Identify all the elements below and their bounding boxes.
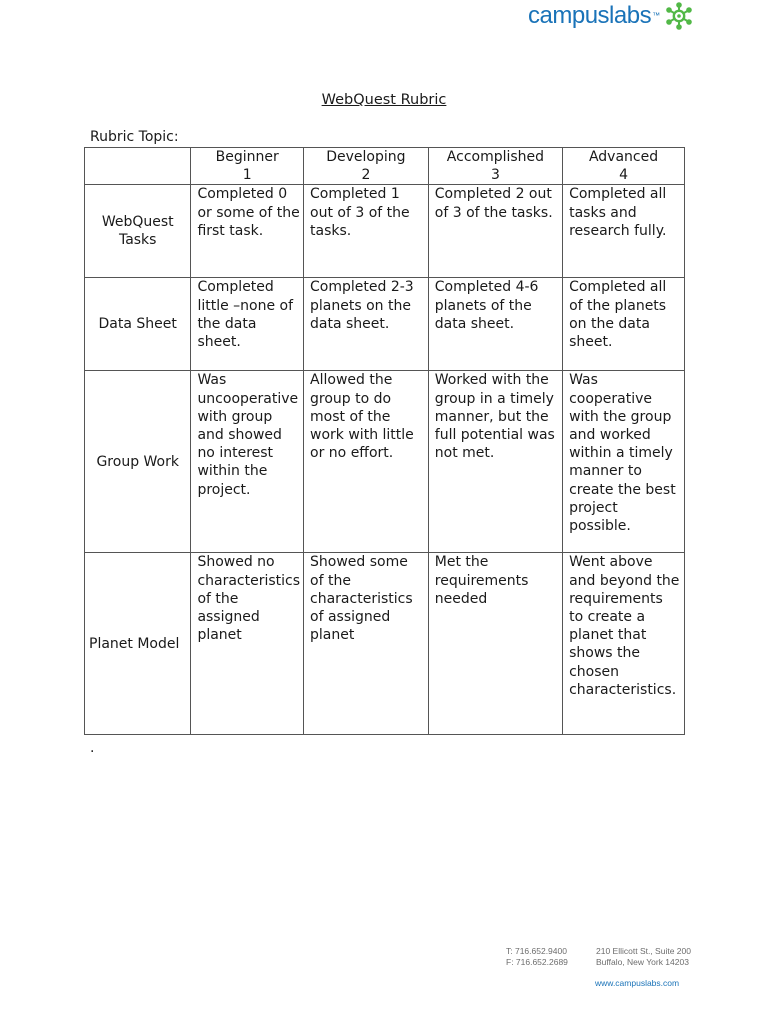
column-score: 1 xyxy=(242,167,252,184)
molecule-logo-icon xyxy=(664,1,694,31)
column-score: 2 xyxy=(361,167,371,184)
rubric-table xyxy=(84,147,685,735)
table-cell: Showed some of the characteristics of assigned planet xyxy=(304,553,429,735)
table-cell: Met the requirements needed xyxy=(428,553,562,735)
footer-contact-numbers xyxy=(506,946,568,968)
table-cell: Completed little –none of the data sheet. xyxy=(191,278,304,371)
table-cell: Showed no characteristics of the assigned planet xyxy=(191,553,304,735)
column-header-accomplished xyxy=(428,148,562,185)
table-cell: Went above and beyond the requirements to create a planet that shows the chosen characteristics. xyxy=(563,553,685,735)
table-cell: Completed 0 or some of the first task. xyxy=(191,185,304,278)
column-label: Developing xyxy=(326,149,406,165)
column-header-advanced xyxy=(563,148,685,185)
row-header-planet-model: Planet Model xyxy=(85,553,191,735)
table-cell: Completed 4-6 planets of the data sheet. xyxy=(428,278,562,371)
table-cell: Completed 1 out of 3 of the tasks. xyxy=(304,185,429,278)
footer-address-line2: Buffalo, New York 14203 xyxy=(596,957,689,967)
footer-phone: T: 716.652.9400 xyxy=(506,946,567,956)
footer-address-line1: 210 Ellicott St., Suite 200 xyxy=(596,946,691,956)
table-cell: Completed all tasks and research fully. xyxy=(563,185,685,278)
footer-fax: F: 716.652.2689 xyxy=(506,957,568,967)
footer-address xyxy=(596,946,691,968)
logo-trademark: ™ xyxy=(652,11,660,20)
table-row xyxy=(85,185,685,278)
column-header-beginner xyxy=(191,148,304,185)
document-title: WebQuest Rubric xyxy=(321,92,447,108)
table-row xyxy=(85,371,685,553)
table-cell: Was cooperative with the group and worked within a timely manner to create the best project possible. xyxy=(563,371,685,553)
logo-wordmark: campuslabs xyxy=(528,2,652,29)
table-row xyxy=(85,278,685,371)
row-header-data-sheet: Data Sheet xyxy=(85,278,191,371)
column-label: Beginner xyxy=(215,149,279,165)
table-cell: Completed all of the planets on the data sheet. xyxy=(563,278,685,371)
table-cell: Was uncooperative with group and showed no interest within the project. xyxy=(191,371,304,553)
table-cell: Completed 2-3 planets on the data sheet. xyxy=(304,278,429,371)
trailing-period: . xyxy=(90,740,95,756)
campuslabs-logo xyxy=(528,0,694,32)
row-header-group-work: Group Work xyxy=(85,371,191,553)
table-cell: Completed 2 out of 3 of the tasks. xyxy=(428,185,562,278)
header-corner-cell xyxy=(85,148,191,185)
table-cell: Worked with the group in a timely manner, but the full potential was not met. xyxy=(428,371,562,553)
column-score: 3 xyxy=(490,167,500,184)
column-label: Accomplished xyxy=(446,149,545,165)
row-header-webquest-tasks: WebQuest Tasks xyxy=(85,185,191,278)
column-header-developing xyxy=(304,148,429,185)
table-row xyxy=(85,553,685,735)
table-cell: Allowed the group to do most of the work with little or no effort. xyxy=(304,371,429,553)
header-row xyxy=(85,148,685,185)
column-label: Advanced xyxy=(588,149,659,165)
rubric-topic-label: Rubric Topic: xyxy=(90,129,179,145)
footer-website-link[interactable]: www.campuslabs.com xyxy=(595,978,680,988)
column-score: 4 xyxy=(619,167,628,184)
